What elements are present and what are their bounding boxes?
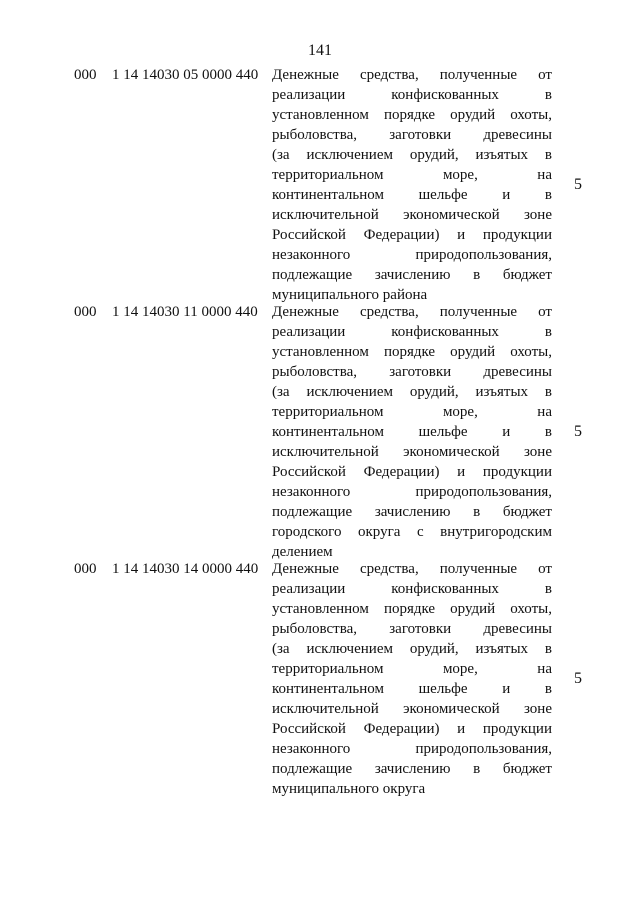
description-line: подлежащие зачислению в бюджет	[272, 267, 552, 283]
budget-classification-code: 1 14 14030 11 0000 440	[112, 304, 258, 320]
description-line: Российской Федерации) и продукции	[272, 227, 552, 243]
description-line: исключительной экономической зоне	[272, 444, 552, 460]
description-line: Денежные средства, полученные от	[272, 67, 552, 83]
description-line: незаконного природопользования,	[272, 484, 552, 500]
description-line: Российской Федерации) и продукции	[272, 464, 552, 480]
description-line: городского округа с внутригородским	[272, 524, 552, 540]
description-line: континентальном шельфе и в	[272, 681, 552, 697]
description-line: (за исключением орудий, изъятых в	[272, 384, 552, 400]
description-line: установленном порядке орудий охоты,	[272, 344, 552, 360]
description-line: (за исключением орудий, изъятых в	[272, 641, 552, 657]
description-line: исключительной экономической зоне	[272, 207, 552, 223]
distribution-norm: 5	[574, 423, 582, 440]
description-line: муниципального округа	[272, 781, 426, 797]
description-line: рыболовства, заготовки древесины	[272, 621, 552, 637]
description-line: реализации конфискованных в	[272, 324, 552, 340]
revenue-description	[272, 65, 552, 305]
description-line: территориальном море, на	[272, 167, 552, 183]
budget-classification-code: 1 14 14030 14 0000 440	[112, 561, 259, 577]
description-line: делением	[272, 544, 333, 560]
description-line: подлежащие зачислению в бюджет	[272, 761, 552, 777]
description-line: континентальном шельфе и в	[272, 187, 552, 203]
description-line: Денежные средства, полученные от	[272, 561, 552, 577]
description-line: Денежные средства, полученные от	[272, 304, 552, 320]
description-line: (за исключением орудий, изъятых в	[272, 147, 552, 163]
description-line: территориальном море, на	[272, 661, 552, 677]
description-line: территориальном море, на	[272, 404, 552, 420]
description-line: незаконного природопользования,	[272, 741, 552, 757]
admin-code: 000	[74, 304, 97, 320]
description-line: Российской Федерации) и продукции	[272, 721, 552, 737]
page-number: 141	[308, 42, 332, 59]
distribution-norm: 5	[574, 670, 582, 687]
budget-classification-code: 1 14 14030 05 0000 440	[112, 67, 259, 83]
description-line: рыболовства, заготовки древесины	[272, 127, 552, 143]
admin-code: 000	[74, 561, 97, 577]
description-line: континентальном шельфе и в	[272, 424, 552, 440]
description-line: установленном порядке орудий охоты,	[272, 107, 552, 123]
description-line: муниципального района	[272, 287, 428, 303]
description-line: исключительной экономической зоне	[272, 701, 552, 717]
description-line: незаконного природопользования,	[272, 247, 552, 263]
description-line: реализации конфискованных в	[272, 87, 552, 103]
description-line: рыболовства, заготовки древесины	[272, 364, 552, 380]
distribution-norm: 5	[574, 176, 582, 193]
admin-code: 000	[74, 67, 97, 83]
description-line: реализации конфискованных в	[272, 581, 552, 597]
revenue-description	[272, 302, 552, 562]
revenue-description	[272, 559, 552, 799]
description-line: установленном порядке орудий охоты,	[272, 601, 552, 617]
description-line: подлежащие зачислению в бюджет	[272, 504, 552, 520]
